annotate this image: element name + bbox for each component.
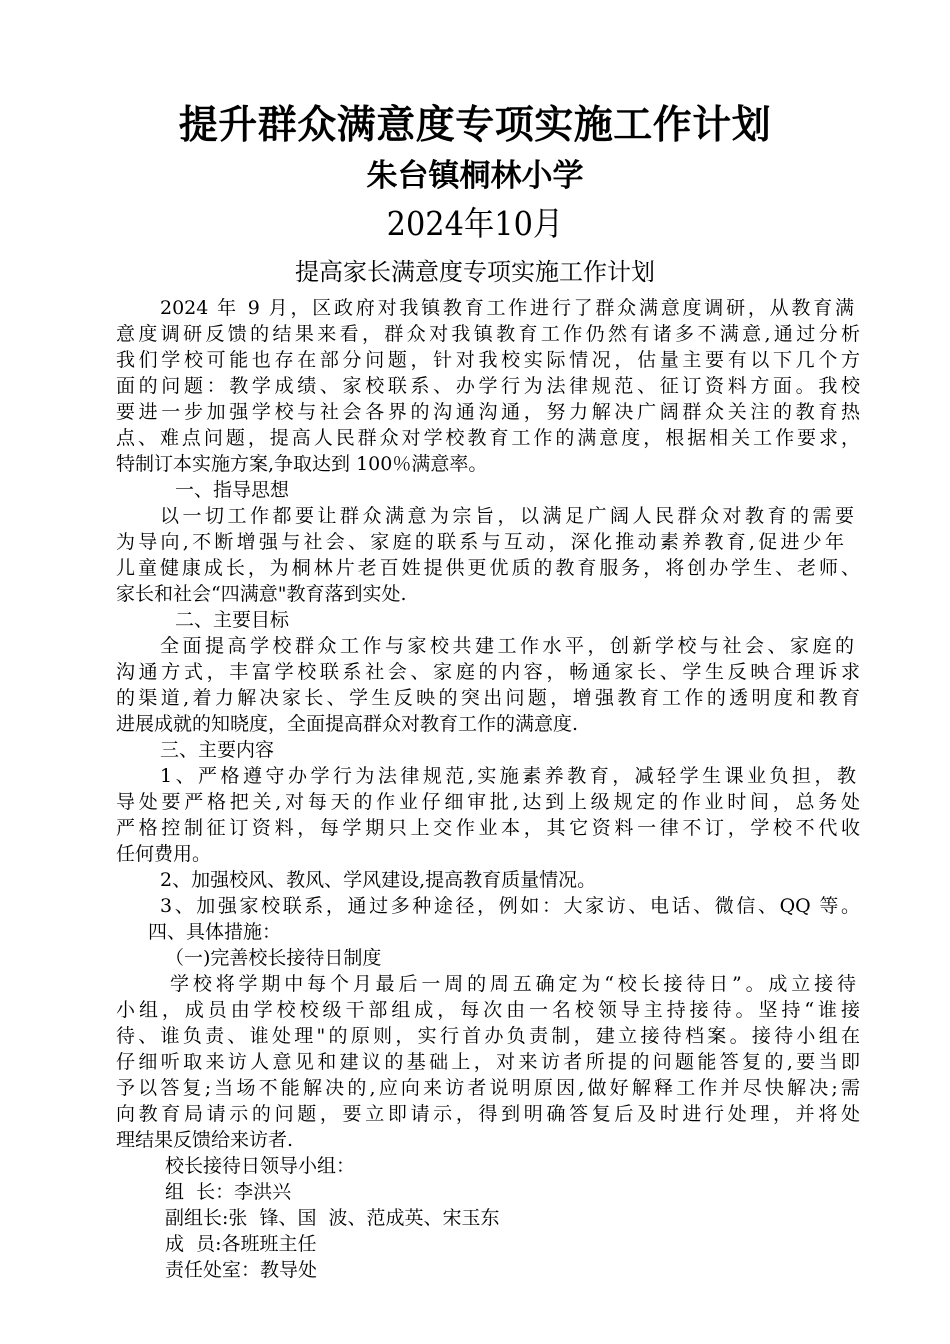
- group-leader: 组 长：李洪兴: [165, 1181, 292, 1203]
- document-title: 提升群众满意度专项实施工作计划: [178, 103, 772, 148]
- paragraph-line: 仔细听取来访人意见和建议的基础上，对来访者所提的问题能答复的,要当即: [116, 1051, 860, 1073]
- section-heading: 四、具体措施：: [148, 921, 282, 943]
- paragraph-line: 意度调研反馈的结果来看，群众对我镇教育工作仍然有诸多不满意,通过分析: [116, 323, 860, 345]
- subsection-heading: （一)完善校长接待日制度: [165, 947, 382, 969]
- paragraph-line: 1、严格遵守办学行为法律规范,实施素养教育，减轻学生课业负担，教: [160, 765, 856, 787]
- paragraph-line: 导处要严格把关,对每天的作业仔细审批,达到上级规定的作业时间，总务处: [116, 791, 860, 813]
- paragraph-line: 点、难点问题，提高人民群众对学校教育工作的满意度，根据相关工作要求，: [116, 427, 860, 449]
- paragraph-line: 我们学校可能也存在部分问题，针对我校实际情况，估量主要有以下几个方: [116, 349, 860, 371]
- paragraph-line: 的渠道,着力解决家长、学生反映的突出问题，增强教育工作的透明度和教育: [116, 687, 860, 709]
- paragraph-line: 为导向,不断增强与社会、家庭的联系与互动，深化推动素养教育,促进少年: [116, 531, 844, 553]
- section-heading: 二、主要目标: [175, 609, 290, 631]
- paragraph-line: 予以答复;当场不能解决的,应向来访者说明原因,做好解释工作并尽快解决;需: [116, 1077, 860, 1099]
- paragraph-line: 进展成就的知晓度，全面提高群众对教育工作的满意度.: [116, 713, 579, 735]
- paragraph-line: 3、加强家校联系，通过多种途径，例如：大家访、电话、微信、QQ 等。: [160, 895, 860, 917]
- paragraph-line: 全面提高学校群众工作与家校共建工作水平，创新学校与社会、家庭的: [160, 635, 854, 657]
- school-name: 朱台镇桐林小学: [366, 158, 584, 194]
- paragraph-line: 学校将学期中每个月最后一周的周五确定为“校长接待日”。成立接待: [170, 973, 856, 995]
- paragraph-line: 严格控制征订资料，每学期只上交作业本，其它资料一律不订，学校不代收: [116, 817, 860, 839]
- group-deputy-leaders: 副组长:张 锋、国 波、范成英、宋玉东: [165, 1207, 500, 1229]
- document-subtitle: 提高家长满意度专项实施工作计划: [295, 258, 655, 286]
- paragraph-line: 面的问题：教学成绩、家校联系、办学行为法律规范、征订资料方面。我校: [116, 375, 860, 397]
- paragraph-line: 向教育局请示的问题，要立即请示，得到明确答复后及时进行处理，并将处: [116, 1103, 860, 1125]
- paragraph-line: 2、加强校风、教风、学风建设,提高教育质量情况。: [160, 869, 597, 891]
- paragraph-line: 特制订本实施方案,争取达到 100％满意率。: [116, 453, 488, 475]
- paragraph-line: 理结果反馈给来访者.: [116, 1129, 294, 1151]
- paragraph-line: 沟通方式，丰富学校联系社会、家庭的内容，畅通家长、学生反映合理诉求: [116, 661, 860, 683]
- paragraph-line: 待、谁负责、谁处理"的原则，实行首办负责制，建立接待档案。接待小组在: [116, 1025, 860, 1047]
- paragraph-line: 以一切工作都要让群众满意为宗旨，以满足广阔人民群众对教育的需要: [160, 505, 854, 527]
- paragraph-line: 任何费用。: [116, 843, 212, 865]
- section-heading: 三、主要内容: [160, 739, 275, 761]
- section-heading: 一、指导思想: [175, 479, 290, 501]
- paragraph-line: 小组，成员由学校校级干部组成，每次由一名校领导主持接待。坚持“谁接: [116, 999, 860, 1021]
- group-members: 成 员:各班班主任: [165, 1233, 317, 1255]
- responsible-office: 责任处室：教导处: [165, 1259, 318, 1281]
- paragraph-line: 2024 年 9 月，区政府对我镇教育工作进行了群众满意度调研，从教育满: [160, 297, 854, 319]
- document-date: 2024年10月: [386, 204, 564, 243]
- paragraph-line: 要进一步加强学校与社会各界的沟通沟通，努力解决广阔群众关注的教育热: [116, 401, 860, 423]
- paragraph-line: 家长和社会“四满意"教育落到实处.: [116, 583, 407, 605]
- group-heading: 校长接待日领导小组：: [165, 1155, 356, 1177]
- paragraph-line: 儿童健康成长，为桐林片老百姓提供更优质的教育服务，将创办学生、老师、: [116, 557, 860, 579]
